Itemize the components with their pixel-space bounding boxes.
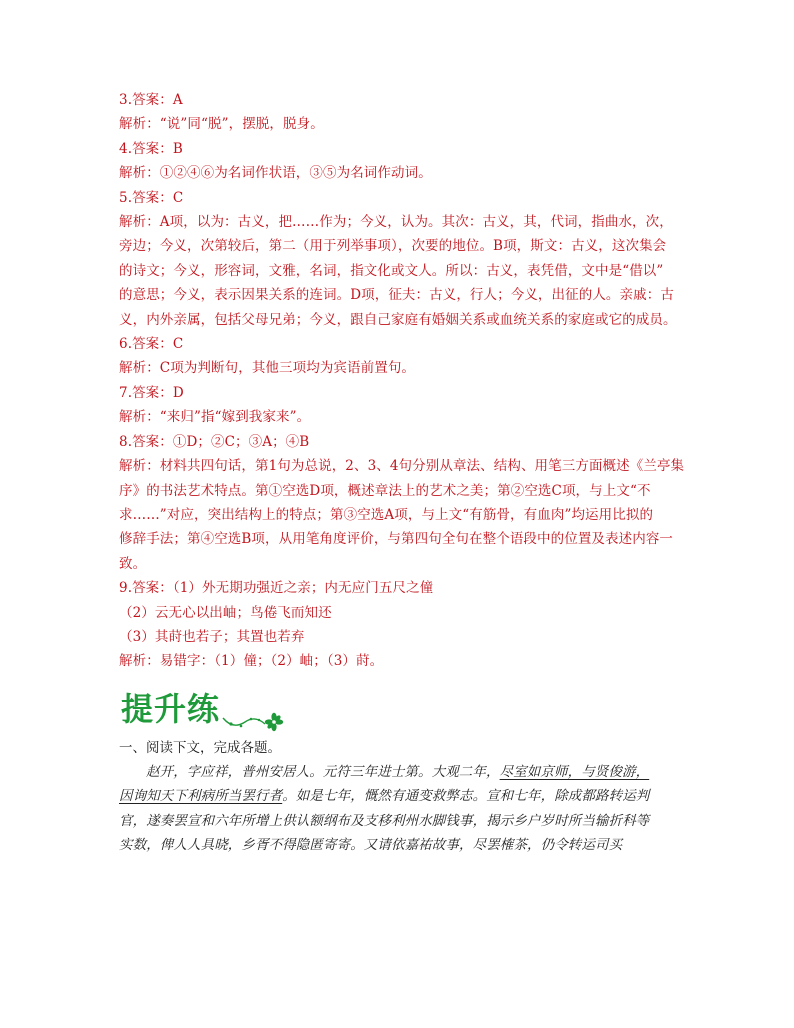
answer-7: 7.答案：D xyxy=(119,384,184,401)
answer-9-line-2: （2）云无心以出岫；鸟倦飞而知还 xyxy=(119,604,332,621)
underlined-sentence: 因询知天下利病所当罢行者 xyxy=(119,788,283,805)
answer-4: 4.答案：B xyxy=(119,140,183,157)
analysis-8-line-1: 解析：材料共四句话，第1句为总说，2、3、4句分别从章法、结构、用笔三方面概述《兰亭集 xyxy=(119,458,685,475)
passage-line-3: 官，遂奏罢宣和六年所增上供认额纲布及支移利州水脚钱事，揭示乡户岁时所当输折科等 xyxy=(119,812,650,829)
analysis-5-line-5: 义，内外亲属，包括父母兄弟；今义，跟自己家庭有婚姻关系或血统关系的家庭或它的成员。 xyxy=(119,311,677,328)
answer-5: 5.答案：C xyxy=(119,189,184,206)
reading-passage xyxy=(119,760,679,858)
analysis-5-line-1: 解析：A项，以为：古义，把……作为；今义，认为。其次：古义，其，代词，指曲水，次， xyxy=(119,214,673,231)
analysis-8-line-5: 致。 xyxy=(119,555,147,572)
passage-line-2 xyxy=(119,784,679,808)
underlined-sentence: 尽室如京师，与贤俊游， xyxy=(499,763,650,780)
passage-line-4: 实数，俾人人具晓，乡胥不得隐匿寄寄。又请依嘉祐故事，尽罢榷茶，仍令转运司买 xyxy=(119,836,623,853)
vine-decoration-icon xyxy=(219,702,289,732)
passage-text: 。如是七年，慨然有通变救弊志。宣和七年，除成都路转运判 xyxy=(282,788,650,805)
analysis-7-line-1: 解析：“来归”指“嫁到我家来”。 xyxy=(119,409,311,426)
answer-9-line-3: （3）其莳也若子；其置也若弃 xyxy=(119,628,305,645)
analysis-5-line-2: 旁边；今义，次第较后，第二（用于列举事项），次要的地位。B项，斯文：古义，这次集会 xyxy=(119,238,667,255)
analysis-8-line-3: 求……”对应，突出结构上的特点；第③空选A项，与上文“有筋骨，有血肉”均运用比拟的 xyxy=(119,506,654,523)
document-page xyxy=(119,88,685,857)
passage-text: 赵开，字应祥，普州安居人。元符三年进士第。大观二年， xyxy=(146,763,500,780)
answers-section xyxy=(119,88,685,674)
passage-line-1 xyxy=(119,760,679,784)
answer-8: 8.答案：①D；②C；③A；④B xyxy=(119,433,310,450)
question-title: 一、阅读下文，完成各题。 xyxy=(119,739,281,756)
analysis-8-line-4: 修辞手法；第④空选B项，从用笔角度评价，与第四句全句在整个语段中的位置及表述内容一 xyxy=(119,531,674,548)
analysis-5-line-4: 的意思；今义，表示因果关系的连词。D项，征夫：古义，行人；今义，出征的人。亲戚：古 xyxy=(119,287,674,304)
analysis-9-line-1: 解析：易错字：（1）僮；（2）岫；（3）莳。 xyxy=(119,653,384,670)
answer-3: 3.答案：A xyxy=(119,92,183,108)
answer-6: 6.答案：C xyxy=(119,336,184,353)
analysis-4-line-1: 解析：①②④⑥为名词作状语，③⑤为名词作动词。 xyxy=(119,165,432,182)
section-heading-block xyxy=(119,684,679,734)
section-heading: 提升练 xyxy=(121,689,221,728)
analysis-8-line-2: 序》的书法艺术特点。第①空选D项，概述章法上的艺术之美；第②空选C项，与上文“不 xyxy=(119,482,651,499)
analysis-3-line-1: 解析：“说”同“脱”，摆脱，脱身。 xyxy=(119,116,324,133)
analysis-5-line-3: 的诗文；今义，形容词，文雅，名词，指文化或文人。所以：古义，表凭借，文中是“借以” xyxy=(119,262,664,279)
analysis-6-line-1: 解析：C项为判断句，其他三项均为宾语前置句。 xyxy=(119,360,416,377)
answer-9: 9.答案：（1）外无期功强近之亲；内无应门五尺之僮 xyxy=(119,580,434,597)
